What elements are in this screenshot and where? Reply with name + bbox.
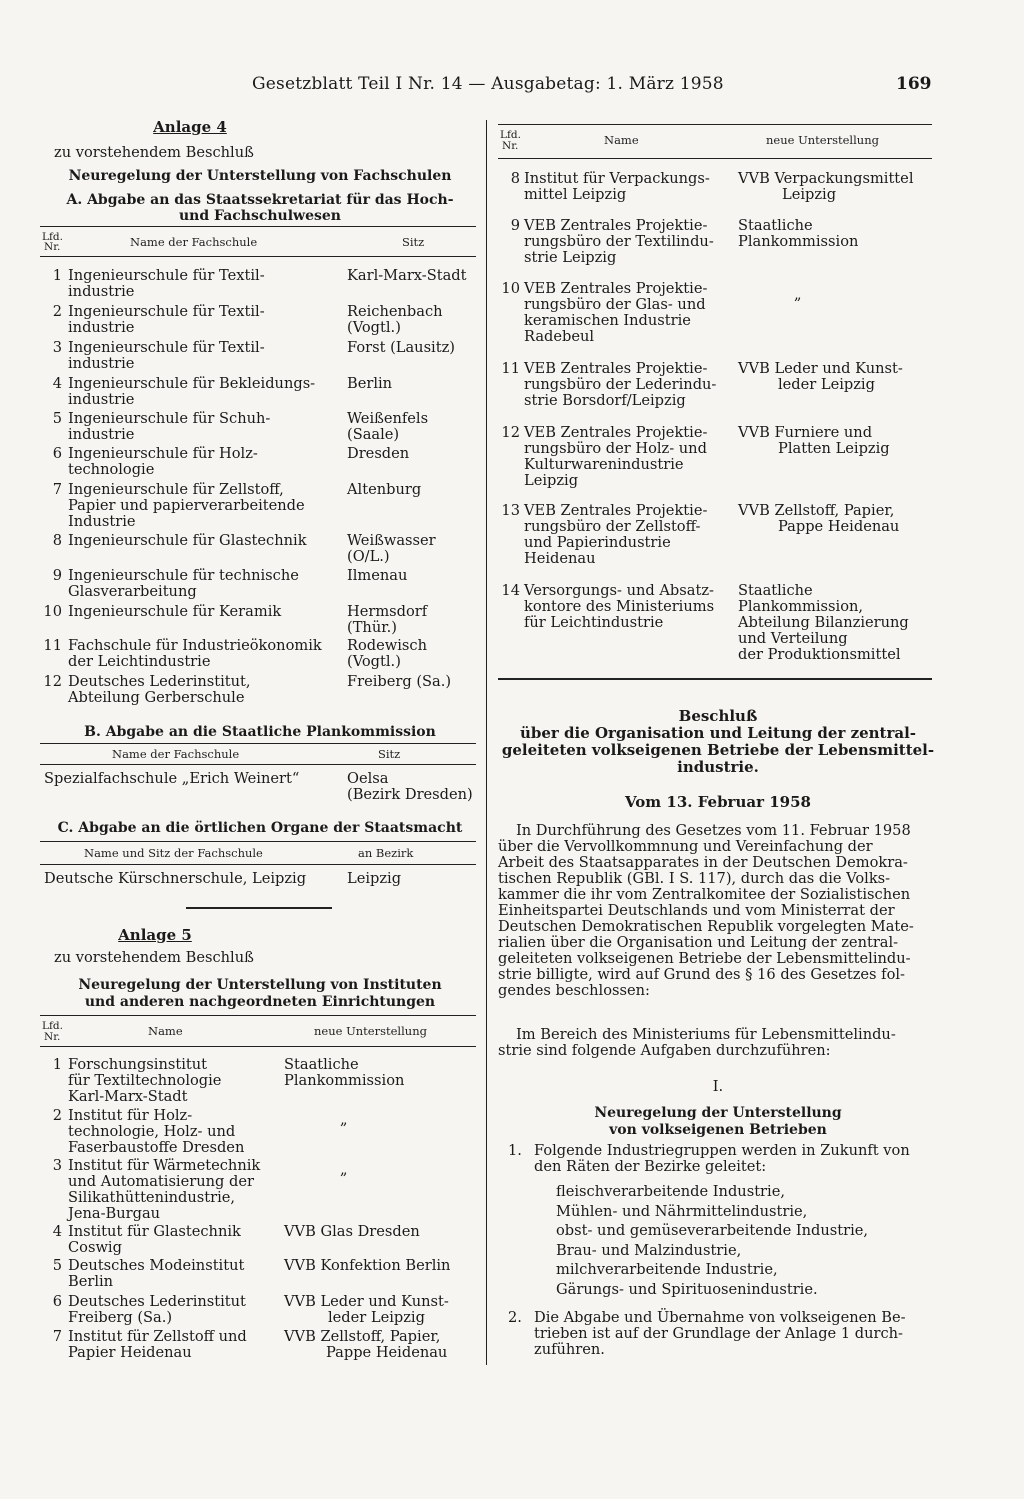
row-name: industrie: [68, 391, 135, 408]
item-2-text: [534, 1310, 930, 1358]
table-a-top-rule: [40, 226, 476, 227]
row-number: 10: [43, 603, 62, 620]
list-item: Mühlen- und Nährmittelindustrie,: [556, 1202, 808, 1220]
col-name: Name: [604, 133, 639, 147]
page-number: 169: [896, 74, 932, 94]
row-sitz: Dresden: [347, 445, 410, 462]
list-item: fleischverarbeitende Industrie,: [556, 1183, 785, 1200]
col-name-fachschule: Name der Fachschule: [130, 235, 258, 249]
left-column: [40, 0, 480, 1499]
table-b-header-rule: [40, 764, 476, 765]
table-c-header-rule: [40, 864, 476, 865]
row-sitz: Berlin: [347, 375, 393, 392]
row-name: keramischen Industrie: [524, 312, 691, 329]
row-name: Deutsches Modeinstitut: [68, 1257, 245, 1274]
beschluss-date: Vom 13. Februar 1958: [625, 793, 811, 811]
row-number: 8: [52, 532, 62, 549]
row-name: Deutsches Lederinstitut: [68, 1293, 246, 1310]
row-name: industrie: [68, 319, 135, 336]
table-c-top-rule: [40, 841, 476, 842]
row-name: Institut für Holz-: [68, 1107, 193, 1124]
row-name: für Textiltechnologie: [68, 1072, 222, 1089]
row-neu: Plankommission: [738, 233, 859, 250]
row-name: Karl-Marx-Stadt: [68, 1088, 188, 1105]
row-name: und Papierindustrie: [524, 534, 671, 551]
text-line: strie billigte, wird auf Grund des § 16 des Gesetzes fol-: [498, 966, 905, 983]
row-number: 4: [52, 1223, 62, 1240]
col-neue-unterstellung: neue Unterstellung: [766, 133, 879, 147]
row-neu: Staatliche: [738, 582, 813, 599]
row-name: Jena-Burgau: [68, 1205, 161, 1222]
row-number: 3: [52, 339, 62, 356]
row-name: Kulturwarenindustrie: [524, 456, 684, 473]
row-neu: Leipzig: [782, 186, 837, 203]
col-nr: Nr.: [502, 140, 519, 152]
anlage5-title-1: Neuregelung der Unterstellung von Instituten: [78, 977, 442, 993]
text-line: gendes beschlossen:: [498, 982, 650, 999]
row-neu: VVB Zellstoff, Papier,: [738, 502, 895, 519]
row-name: Papier und papierverarbeitende: [68, 497, 305, 514]
section-c-name: Deutsche Kürschnerschule, Leipzig: [44, 870, 307, 887]
section-c-title: C. Abgabe an die örtlichen Organe der Staatsmacht: [57, 820, 463, 836]
row-name: Radebeul: [524, 328, 595, 345]
row-name: Institut für Zellstoff und: [68, 1328, 247, 1345]
row-neu: VVB Leder und Kunst-: [284, 1293, 449, 1310]
col-sitz: Sitz: [378, 747, 401, 761]
row-number: 3: [52, 1157, 62, 1174]
col-lfd: Lfd.: [42, 231, 63, 243]
row-name: Abteilung Gerberschule: [68, 689, 245, 706]
row-neu: Staatliche: [284, 1056, 359, 1073]
section-separator: [186, 907, 332, 909]
anlage4-subheading: zu vorstehendem Beschluß: [54, 144, 254, 161]
row-neu: Pappe Heidenau: [326, 1344, 448, 1361]
row-name: Ingenieurschule für Textil-: [68, 303, 265, 320]
item-1-text: [534, 1143, 930, 1175]
row-sitz: Ilmenau: [347, 567, 408, 584]
row-name: industrie: [68, 355, 135, 372]
row-neu: VVB Zellstoff, Papier,: [284, 1328, 441, 1345]
section-separator: [498, 678, 932, 680]
row-name: technologie, Holz- und: [68, 1123, 236, 1140]
table-a-header-rule: [40, 256, 476, 257]
col-nr: Nr.: [44, 1031, 61, 1043]
row-name: Berlin: [68, 1273, 114, 1290]
list-item: obst- und gemüseverarbeitende Industrie,: [556, 1222, 869, 1239]
row-sitz: Reichenbach: [347, 303, 443, 320]
row-name: rungsbüro der Glas- und: [524, 296, 706, 313]
text-line: Einheitspartei Deutschlands und vom Ministerrat der: [498, 902, 895, 919]
row-name: Institut für Glastechnik: [68, 1223, 241, 1240]
row-name: Papier Heidenau: [68, 1344, 192, 1361]
beschluss-paragraph-1: [498, 823, 932, 999]
page-header-title: Gesetzblatt Teil I Nr. 14 — Ausgabetag: 1. März 1958: [252, 74, 724, 94]
row-sitz: Rodewisch: [347, 637, 427, 654]
anlage5-heading: Anlage 5: [118, 926, 192, 944]
ditto-mark: „: [340, 1111, 348, 1128]
row-sitz: Weißenfels: [347, 410, 429, 427]
table-5-top-rule: [40, 1015, 476, 1016]
row-neu: Abteilung Bilanzierung: [738, 614, 909, 631]
row-number: 2: [52, 303, 62, 320]
row-name: strie Borsdorf/Leipzig: [524, 392, 686, 409]
row-sitz: (Vogtl.): [347, 653, 401, 670]
row-number: 13: [501, 502, 520, 519]
section-b-sitz: (Bezirk Dresden): [347, 786, 473, 803]
text-line: kammer die ihr vom Zentralkomitee der Sozialistischen: [498, 886, 911, 903]
text-line: den Räten der Bezirke geleitet:: [534, 1158, 767, 1175]
row-name: VEB Zentrales Projektie-: [524, 502, 708, 519]
row-name: rungsbüro der Lederindu-: [524, 376, 717, 393]
text-line: tischen Republik (GBl. I S. 117), durch das die Volks-: [498, 870, 891, 887]
col-nr: Nr.: [44, 241, 61, 253]
row-neu: VVB Glas Dresden: [284, 1223, 420, 1240]
row-number: 11: [43, 637, 62, 654]
row-name: Freiberg (Sa.): [68, 1309, 173, 1326]
row-neu: leder Leipzig: [778, 376, 875, 393]
row-number: 5: [52, 1257, 62, 1274]
row-sitz: (Saale): [347, 426, 400, 443]
row-neu: VVB Konfektion Berlin: [284, 1257, 451, 1274]
row-name: Leipzig: [524, 472, 579, 489]
row-name: rungsbüro der Textilindu-: [524, 233, 714, 250]
row-name: Industrie: [68, 513, 136, 530]
row-name: strie Leipzig: [524, 249, 617, 266]
section-title-2: von volkseigenen Betrieben: [609, 1122, 827, 1138]
col-lfd: Lfd.: [500, 129, 521, 141]
row-name: mittel Leipzig: [524, 186, 627, 203]
table-b-top-rule: [40, 743, 476, 744]
text-line: Arbeit des Staatsapparates in der Deutschen Demokra-: [498, 854, 908, 871]
text-line: Die Abgabe und Übernahme von volkseigenen Be-: [534, 1309, 906, 1326]
section-title-1: Neuregelung der Unterstellung: [594, 1105, 842, 1121]
col-name-sitz: Name und Sitz der Fachschule: [84, 846, 263, 860]
row-number: 5: [52, 410, 62, 427]
row-name: Fachschule für Industrieökonomik: [68, 637, 322, 654]
row-name: Ingenieurschule für Bekleidungs-: [68, 375, 316, 392]
row-number: 12: [501, 424, 520, 441]
beschluss-subtitle-1: über die Organisation und Leitung der zentral-: [519, 724, 917, 742]
row-sitz: Altenburg: [347, 481, 422, 498]
row-name: kontore des Ministeriums: [524, 598, 715, 615]
row-name: der Leichtindustrie: [68, 653, 211, 670]
row-name: Institut für Verpackungs-: [524, 170, 710, 187]
text-line: Deutschen Demokratischen Republik vorgelegten Mate-: [498, 918, 914, 935]
row-number: 1: [52, 1056, 62, 1073]
row-name: Versorgungs- und Absatz-: [524, 582, 714, 599]
text-line: In Durchführung des Gesetzes vom 11. Februar 1958: [516, 822, 911, 839]
text-line: geleiteten volkseigenen Betriebe der Lebensmittelindu-: [498, 950, 911, 967]
row-name: rungsbüro der Holz- und: [524, 440, 707, 457]
row-neu: Plankommission,: [738, 598, 864, 615]
row-name: VEB Zentrales Projektie-: [524, 360, 708, 377]
row-name: technologie: [68, 461, 155, 478]
col-name: Name: [148, 1024, 183, 1038]
text-line: Folgende Industriegruppen werden in Zukunft von: [534, 1142, 910, 1159]
beschluss-subtitle-2: geleiteten volkseigenen Betriebe der Lebensmittel-: [501, 741, 935, 759]
row-number: 6: [52, 1293, 62, 1310]
row-name: Ingenieurschule für Glastechnik: [68, 532, 307, 549]
row-neu: der Produktionsmittel: [738, 646, 901, 663]
text-line: über die Vervollkommnung und Vereinfachung der: [498, 838, 873, 855]
row-sitz: Weißwasser: [347, 532, 436, 549]
section-b-name: Spezialfachschule „Erich Weinert“: [44, 770, 300, 787]
row-neu: VVB Verpackungsmittel: [738, 170, 914, 187]
row-number: 6: [52, 445, 62, 462]
anlage4-heading: Anlage 4: [153, 118, 227, 136]
row-number: 2: [52, 1107, 62, 1124]
row-name: Ingenieurschule für Holz-: [68, 445, 258, 462]
row-neu: Plankommission: [284, 1072, 405, 1089]
row-number: 12: [43, 673, 62, 690]
row-sitz: Freiberg (Sa.): [347, 673, 452, 690]
row-number: 1: [52, 267, 62, 284]
col-bezirk: an Bezirk: [358, 846, 414, 860]
row-sitz: Karl-Marx-Stadt: [347, 267, 467, 284]
row-number: 7: [52, 1328, 62, 1345]
right-column: [498, 0, 934, 1499]
row-sitz: (Vogtl.): [347, 319, 401, 336]
row-number: 9: [52, 567, 62, 584]
row-name: Glasverarbeitung: [68, 583, 197, 600]
row-name: und Automatisierung der: [68, 1173, 254, 1190]
row-name: Ingenieurschule für Zellstoff,: [68, 481, 284, 498]
row-name: Faserbaustoffe Dresden: [68, 1139, 245, 1156]
item-1-number: 1.: [508, 1142, 522, 1159]
row-neu: Pappe Heidenau: [778, 518, 900, 535]
row-name: industrie: [68, 283, 135, 300]
row-name: Ingenieurschule für Textil-: [68, 267, 265, 284]
row-name: Silikathüttenindustrie,: [68, 1189, 236, 1206]
text-line: strie sind folgende Aufgaben durchzuführen:: [498, 1042, 831, 1059]
row-number: 11: [501, 360, 520, 377]
text-line: trieben ist auf der Grundlage der Anlage 1 durch-: [534, 1325, 903, 1342]
row-neu: Staatliche: [738, 217, 813, 234]
col-name-fachschule: Name der Fachschule: [112, 747, 240, 761]
table-5-header-rule: [40, 1046, 476, 1047]
row-name: rungsbüro der Zellstoff-: [524, 518, 701, 535]
row-sitz: Forst (Lausitz): [347, 339, 455, 356]
row-sitz: Hermsdorf: [347, 603, 428, 620]
row-neu: Platten Leipzig: [778, 440, 890, 457]
beschluss-paragraph-2: [498, 1027, 932, 1059]
row-neu: VVB Leder und Kunst-: [738, 360, 903, 377]
row-neu: und Verteilung: [738, 630, 848, 647]
list-item: Gärungs- und Spirituosenindustrie.: [556, 1280, 818, 1298]
section-a-title-2: und Fachschulwesen: [179, 208, 341, 224]
section-a-title-1: A. Abgabe an das Staatssekretariat für das Hoch-: [66, 192, 454, 208]
text-line: zuführen.: [534, 1341, 605, 1358]
row-name: Heidenau: [524, 550, 596, 567]
row-name: Forschungsinstitut: [68, 1056, 207, 1073]
row-name: industrie: [68, 426, 135, 443]
row-name: für Leichtindustrie: [524, 614, 664, 631]
row-name: Coswig: [68, 1239, 122, 1256]
anlage5-subheading: zu vorstehendem Beschluß: [54, 949, 254, 966]
col-neue-unterstellung: neue Unterstellung: [314, 1024, 427, 1038]
row-number: 7: [52, 481, 62, 498]
right-table-header-rule: [498, 158, 932, 159]
row-number: 8: [510, 170, 520, 187]
section-b-sitz: Oelsa: [347, 770, 389, 787]
text-line: Im Bereich des Ministeriums für Lebensmittelindu-: [516, 1026, 896, 1043]
ditto-mark: „: [340, 1161, 348, 1178]
col-lfd: Lfd.: [42, 1020, 63, 1032]
row-sitz: (O/L.): [347, 548, 390, 565]
row-sitz: (Thür.): [347, 619, 397, 636]
section-number: I.: [712, 1078, 724, 1095]
row-name: Ingenieurschule für technische: [68, 567, 299, 584]
row-name: Deutsches Lederinstitut,: [68, 673, 251, 690]
text-line: rialien über die Organisation und Leitung der zentral-: [498, 934, 899, 951]
row-name: VEB Zentrales Projektie-: [524, 424, 708, 441]
anlage5-title-2: und anderen nachgeordneten Einrichtungen: [84, 994, 436, 1010]
section-b-title: B. Abgabe an die Staatliche Plankommission: [84, 724, 436, 740]
industry-list: [556, 1182, 916, 1299]
list-item: milchverarbeitende Industrie,: [556, 1261, 778, 1278]
item-2-number: 2.: [508, 1309, 522, 1326]
list-item: Brau- und Malzindustrie,: [556, 1241, 742, 1259]
row-name: VEB Zentrales Projektie-: [524, 217, 708, 234]
row-number: 14: [501, 582, 520, 599]
ditto-mark: „: [794, 286, 802, 303]
beschluss-subtitle-3: industrie.: [677, 758, 759, 776]
row-neu: leder Leipzig: [328, 1309, 425, 1326]
row-name: Ingenieurschule für Keramik: [68, 603, 282, 620]
beschluss-title: Beschluß: [678, 707, 758, 725]
row-name: Institut für Wärmetechnik: [68, 1157, 261, 1174]
row-name: VEB Zentrales Projektie-: [524, 280, 708, 297]
right-table-top-rule: [498, 124, 932, 125]
row-number: 4: [52, 375, 62, 392]
row-name: Ingenieurschule für Schuh-: [68, 410, 271, 427]
anlage4-title: Neuregelung der Unterstellung von Fachschulen: [68, 168, 452, 184]
row-neu: VVB Furniere und: [738, 424, 873, 441]
row-number: 10: [501, 280, 520, 297]
col-sitz: Sitz: [402, 235, 425, 249]
row-number: 9: [510, 217, 520, 234]
section-c-bezirk: Leipzig: [347, 870, 402, 887]
row-name: Ingenieurschule für Textil-: [68, 339, 265, 356]
